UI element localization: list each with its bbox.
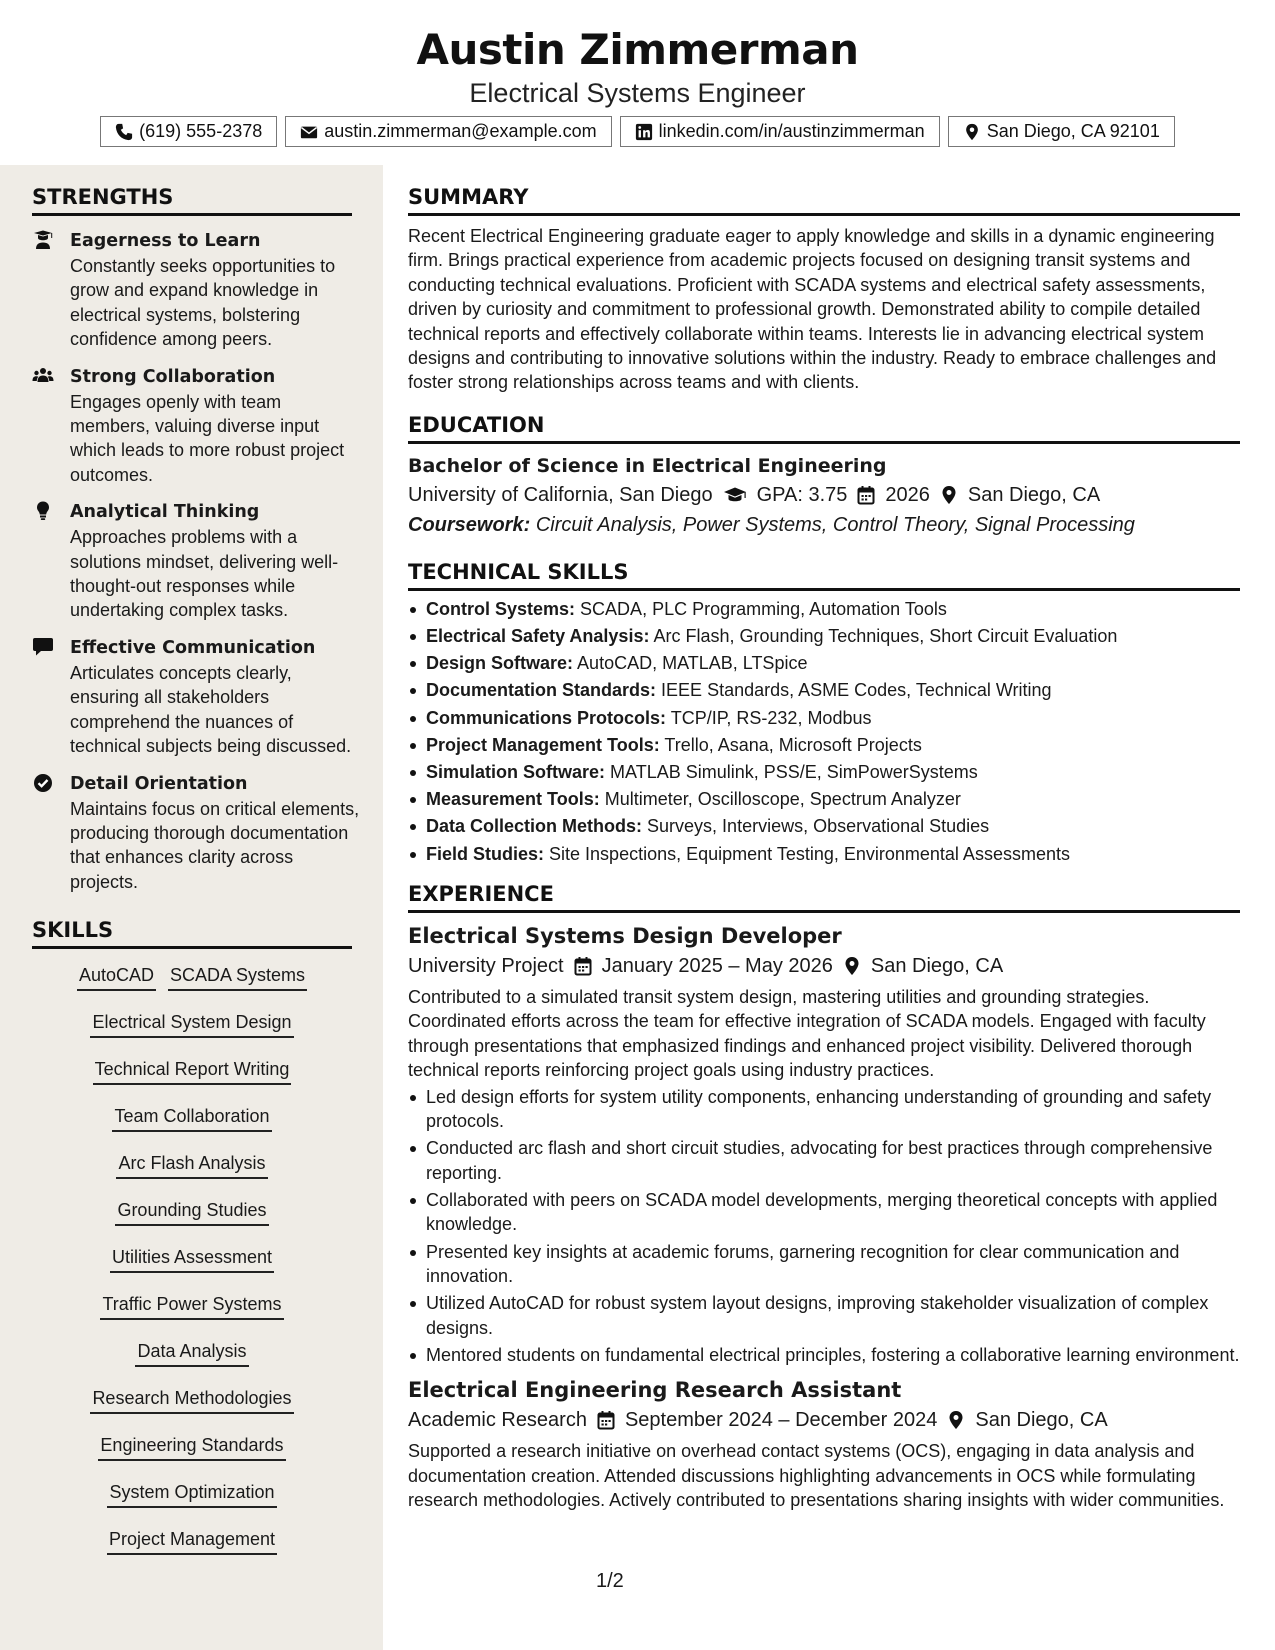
contact-linkedin[interactable] [620,116,940,147]
strength-item [70,228,360,352]
experience-heading: EXPERIENCE [408,880,1240,913]
calendar-icon [574,956,592,976]
list-item [408,651,1240,675]
main-content [408,165,1240,1512]
graduation-cap-icon [723,485,747,505]
tech-skill-value: TCP/IP, RS-232, Modbus [670,707,872,728]
tech-skill-value: MATLAB Simulink, PSS/E, SimPowerSystems [610,762,978,783]
skill-tag: Engineering Standards [98,1433,285,1461]
contact-location-text: San Diego, CA 92101 [986,121,1160,141]
graduate-icon [32,230,54,250]
tech-skill-label: Documentation Standards: [426,680,657,701]
map-pin-icon [843,956,861,976]
job-org: University Project [408,955,564,978]
skill-tag: Team Collaboration [112,1104,271,1132]
strength-desc: Approaches problems with a solutions mindset, delivering well-thought-out responses while undertaking complex tasks. [70,527,339,621]
list-item [408,814,1240,838]
contact-email-text: austin.zimmerman@example.com [324,121,597,141]
check-circle-icon [32,773,54,793]
list-item [408,597,1240,621]
contact-phone-text: (619) 555-2378 [139,121,263,141]
strength-item [70,499,360,623]
map-pin-icon [963,123,981,141]
strength-desc: Engages openly with team members, valuing diverse input which leads to more robust project outcomes. [70,391,345,485]
skill-tag: Traffic Power Systems [100,1292,283,1320]
calendar-icon [857,485,875,505]
tech-skill-label: Simulation Software: [426,762,606,783]
skill-tag: Utilities Assessment [110,1245,274,1273]
page-number: 1/2 [596,1570,624,1592]
tech-skill-value: SCADA, PLC Programming, Automation Tools [580,598,947,619]
strength-title: Eagerness to Learn [70,231,261,251]
education-coursework [408,510,1240,540]
job-location: San Diego, CA [870,955,1004,978]
contact-phone[interactable] [100,116,277,147]
tech-skill-value: Surveys, Interviews, Observational Studies [647,816,990,837]
strength-desc: Constantly seeks opportunities to grow and expand knowledge in electrical systems, bolstering confidence among peers. [70,256,336,350]
users-icon [32,366,54,386]
job-meta [408,951,1240,981]
comment-icon [32,637,54,657]
skill-tag: Arc Flash Analysis [116,1151,267,1179]
education-year: 2026 [885,483,930,506]
skill-tag: AutoCAD [77,963,156,991]
contact-email[interactable] [285,116,611,147]
education-degree: Bachelor of Science in Electrical Engineering [408,454,887,477]
coursework-label: Coursework: [408,513,531,536]
list-item: Utilized AutoCAD for robust system layout designs, improving stakeholder visualization of complex designs. [408,1291,1240,1340]
education-meta [408,480,1240,510]
skill-tag: Research Methodologies [90,1386,293,1414]
strength-title: Detail Orientation [70,773,248,794]
resume-header [0,0,1275,147]
list-item [408,624,1240,648]
coursework-list: Circuit Analysis, Power Systems, Control Theory, Signal Processing [535,513,1135,536]
lightbulb-icon [32,501,54,521]
map-pin-icon [947,1410,965,1430]
technical-skills-list [408,597,1240,866]
tech-skill-label: Data Collection Methods: [426,816,643,837]
calendar-icon [597,1410,615,1430]
tech-skill-label: Field Studies: [426,843,545,864]
skill-tag: Project Management [107,1527,277,1555]
job-description: Supported a research initiative on overhead contact systems (OCS), engaging in data analysis and documentation creation. Attended discussions highlighting advancements in OCS while formulating research methodologies. Actively contributed to presentations sharing insights with wider communities. [408,1441,1225,1510]
contact-linkedin-text: linkedin.com/in/austinzimmerman [658,121,925,141]
skills-list [32,963,352,1574]
education-school: University of California, San Diego [408,483,713,506]
tech-skill-label: Control Systems: [426,598,576,619]
skill-tag: SCADA Systems [168,963,307,991]
job-title: Electrical Systems Design Developer [408,924,842,949]
tech-skill-label: Electrical Safety Analysis: [426,626,650,647]
strength-title: Effective Communication [70,637,316,658]
skill-tag: Data Analysis [135,1339,248,1367]
tech-skill-value: AutoCAD, MATLAB, LTSpice [577,653,808,674]
skill-tag: Electrical System Design [90,1010,293,1038]
tech-skill-label: Design Software: [426,653,574,674]
tech-skill-label: Communications Protocols: [426,707,667,728]
candidate-title: Electrical Systems Engineer [469,78,806,108]
job-meta [408,1405,1240,1435]
contact-bar [0,116,1275,147]
sidebar [0,165,383,1650]
contact-location[interactable] [948,116,1175,147]
technical-skills-heading: TECHNICAL SKILLS [408,558,1240,591]
summary-text: Recent Electrical Engineering graduate eager to apply knowledge and skills in a dynamic engineering firm. Brings practical experience from academic projects focused on designing transit systems and conducting technical evaluations. Proficient with SCADA systems and electrical safety assessments, driven by curiosity and commitment to professional growth. Demonstrated ability to compile detailed technical reports and effectively collaborate within teams. Interests lie in advancing electrical system designs and contributing to innovative solutions within the industry. Ready to embrace challenges and foster strong relationships across teams and with clients. [408,226,1217,393]
map-pin-icon [940,485,958,505]
job-description: Contributed to a simulated transit system design, mastering utilities and grounding strategies. Coordinated efforts across the team for effective integration of SCADA models. Engaged with faculty through presentations that emphasized findings and enhanced project visibility. Delivered thorough technical reports reinforcing project goals using industry practices. [408,987,1206,1081]
strengths-heading: STRENGTHS [32,183,352,216]
tech-skill-label: Measurement Tools: [426,789,600,810]
list-item: Conducted arc flash and short circuit studies, advocating for best practices through comprehensive reporting. [408,1136,1240,1185]
tech-skill-value: Arc Flash, Grounding Techniques, Short Circuit Evaluation [653,626,1118,647]
phone-icon [115,123,133,141]
tech-skill-value: IEEE Standards, ASME Codes, Technical Writing [661,680,1052,701]
list-item: Collaborated with peers on SCADA model developments, merging theoretical concepts with applied knowledge. [408,1188,1240,1237]
education-gpa: GPA: 3.75 [756,483,848,506]
candidate-name: Austin Zimmerman [416,25,859,74]
job-org: Academic Research [408,1409,587,1432]
strength-item [70,635,360,759]
list-item: Mentored students on fundamental electrical principles, fostering a collaborative learning environment. [408,1343,1240,1367]
summary-heading: SUMMARY [408,183,1240,216]
skill-tag: Technical Report Writing [93,1057,292,1085]
job-dates: January 2025 – May 2026 [601,955,833,978]
strength-desc: Articulates concepts clearly, ensuring all stakeholders comprehend the nuances of technical subjects being discussed. [70,662,352,757]
list-item [408,678,1240,702]
skill-tag: System Optimization [107,1480,276,1508]
tech-skill-value: Site Inspections, Equipment Testing, Environmental Assessments [549,843,1070,864]
list-item: Presented key insights at academic forums, garnering recognition for clear communication and innovation. [408,1240,1240,1289]
list-item [408,733,1240,757]
list-item [408,842,1240,866]
tech-skill-label: Project Management Tools: [426,734,660,755]
job-bullets [408,1085,1240,1367]
strength-title: Analytical Thinking [70,502,260,523]
envelope-icon [300,123,318,141]
list-item [408,760,1240,784]
education-location: San Diego, CA [967,483,1101,506]
tech-skill-value: Multimeter, Oscilloscope, Spectrum Analyzer [604,789,961,810]
skills-heading: SKILLS [32,916,352,949]
skill-tag: Grounding Studies [115,1198,268,1226]
strength-desc: Maintains focus on critical elements, producing thorough documentation that enhances clarity across projects. [70,798,360,892]
job-title: Electrical Engineering Research Assistant [408,1378,902,1403]
education-heading: EDUCATION [408,411,1240,444]
list-item: Led design efforts for system utility components, enhancing understanding of grounding and safety protocols. [408,1085,1240,1134]
list-item [408,787,1240,811]
tech-skill-value: Trello, Asana, Microsoft Projects [664,734,922,755]
strength-title: Strong Collaboration [70,366,276,387]
linkedin-icon [635,123,653,141]
job-dates: September 2024 – December 2024 [624,1409,938,1432]
job-location: San Diego, CA [975,1409,1108,1432]
list-item [408,706,1240,730]
strength-item [70,364,360,488]
strength-item [70,771,360,895]
